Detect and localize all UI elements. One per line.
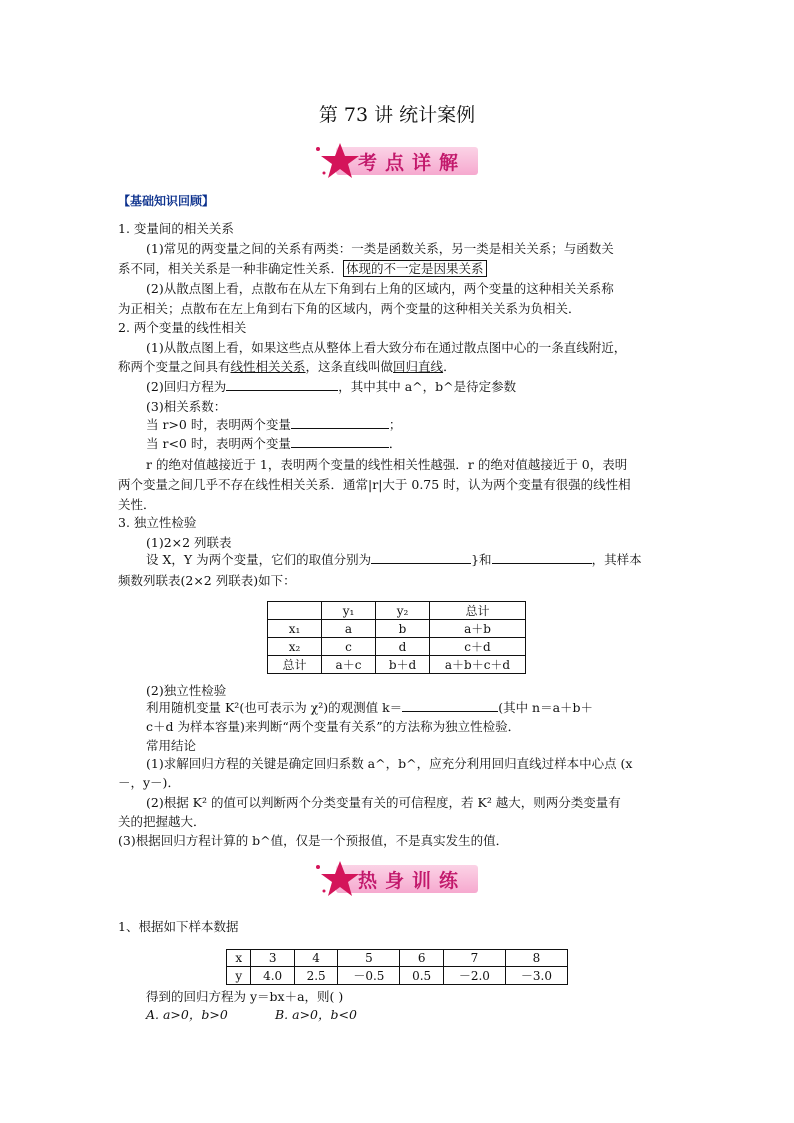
table-row: x₁ a b a＋b [268,620,526,638]
section-banner-reshen [310,857,480,901]
s3-p7b: 关的把握越大． [118,814,206,829]
boxed-note: 体现的不一定是因果关系 [343,260,487,277]
s2-p4b: 两个变量之间几乎不存在线性相关关系．通常|r|大于 0.75 时，认为两个变量有很强的线性相 [118,477,631,492]
s1-p2b: 为正相关；点散布在左上角到右下角的区域内，两个变量的这种相关关系为负相关． [118,301,581,316]
blank [291,416,389,429]
section-banner-kaodian [310,139,480,183]
s3-p6a: (1)求解回归方程的关键是确定回归系数 a^，b^，应充分利用回归直线过样本中心点 (x [146,756,633,771]
q1-option-a: A. a>0，b>0 [146,1007,228,1022]
s2-p2: (2)回归方程为 ，其中其中 a^，b^是待定参数 [146,379,517,394]
blank [371,551,471,564]
s2-p3: (3)相关系数： [146,399,227,414]
s1-p1a: (1)常见的两变量之间的关系有两类：一类是函数关系，另一类是相关关系；与函数关 [146,241,614,256]
table-row: 总计 a＋c b＋d a＋b＋c＋d [268,656,526,674]
banner-title: 热身训练 [358,870,467,892]
table-row: x 3 4 5 6 7 8 [227,950,568,967]
blank [291,435,389,448]
q1-stem: 1、根据如下样本数据 [118,919,239,934]
s3-p8: (3)根据回归方程计算的 b^值，仅是一个预报值，不是真实发生的值． [118,833,509,848]
s3-p5: 常用结论 [146,738,197,753]
banner-title: 考点详解 [358,152,467,174]
table-row: x₂ c d c＋d [268,638,526,656]
s3-p4b: c＋d 为样本容量)来判断“两个变量有关系”的方法称为独立性检验． [146,719,521,734]
s3-p4a: 利用随机变量 K²(也可表示为 χ²)的观测值 k＝ (其中 n＝a＋b＋ [146,700,594,715]
s2-p3a: 当 r>0 时，表明两个变量 ； [146,417,402,432]
s2-p4a: r 的绝对值越接近于 1，表明两个变量的线性相关性越强．r 的绝对值越接近于 0，表明 [146,457,628,472]
page-title: 第 73 讲 统计案例 [318,104,476,126]
section-heading: 【基础知识回顾】 [118,194,215,208]
table-row: y₁ y₂ 总计 [268,602,526,620]
s2-p1a: (1)从散点图上看，如果这些点从整体上看大致分布在通过散点图中心的一条直线附近， [146,340,627,355]
s2-p4c: 关性． [118,497,156,512]
contingency-table [267,601,526,674]
s3-p2b: 频数列联表(2×2 列联表)如下： [118,573,296,588]
s2-heading: 2. 两个变量的线性相关 [118,320,247,335]
s3-p2a: 设 X，Y 为两个变量，它们的取值分别为 }和 ，其样本 [146,552,642,567]
blank [492,551,592,564]
s1-p2a: (2)从散点图上看，点散布在从左下角到右上角的区域内，两个变量的这种相关关系称 [146,281,614,296]
s3-p6b: －，y－)． [118,775,180,790]
blank [226,378,338,391]
s3-heading: 3. 独立性检验 [118,515,197,530]
s3-p7a: (2)根据 K² 的值可以判断两个分类变量有关的可信程度，若 K² 越大，则两分类变量有 [146,795,621,810]
s3-p1: (1)2×2 列联表 [146,535,232,550]
s1-heading: 1. 变量间的相关关系 [118,221,234,236]
q1-line2: 得到的回归方程为 y＝bx＋a，则( ) [146,989,344,1004]
q1-option-b: B. a>0，b<0 [275,1007,357,1022]
s3-p3: (2)独立性检验 [146,683,227,698]
sample-data-table [226,949,568,985]
table-row: y 4.0 2.5 －0.5 0.5 －2.0 －3.0 [227,967,568,985]
s2-p3b: 当 r<0 时，表明两个变量 ． [146,436,402,451]
s2-p1b: 称两个变量之间具有线性相关关系，这条直线叫做回归直线． [118,359,456,374]
blank [402,699,498,712]
s1-p1b: 系不同，相关关系是一种非确定性关系． 体现的不一定是因果关系 [118,260,487,278]
